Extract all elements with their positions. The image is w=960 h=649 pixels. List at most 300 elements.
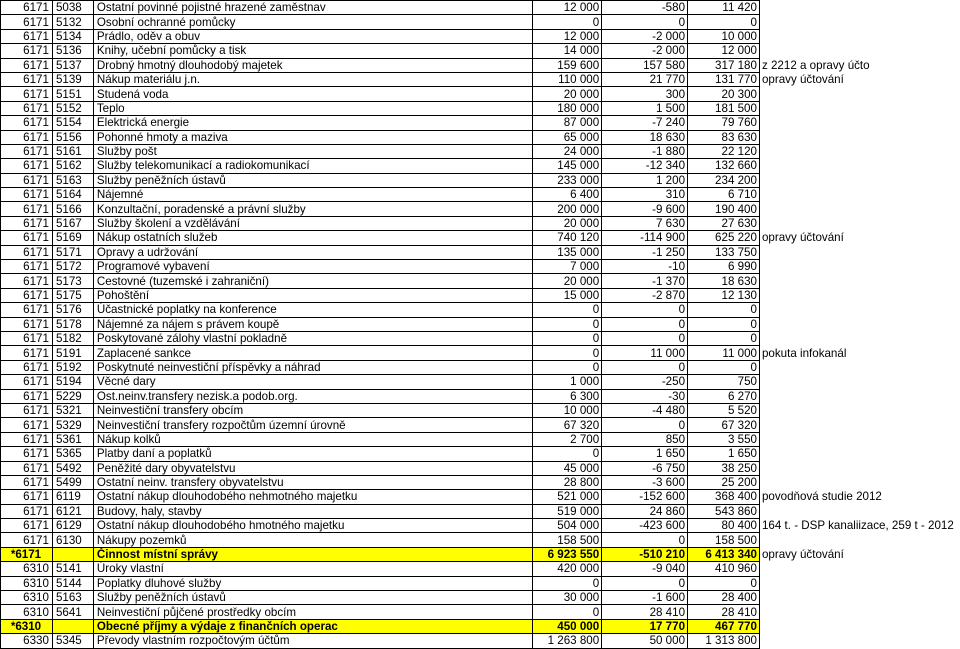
- approved-budget-cell: 0: [533, 303, 602, 317]
- approved-budget-cell: 45 000: [533, 461, 602, 475]
- item-name-cell: Nákup materiálu j.n.: [93, 72, 532, 86]
- adjusted-budget-cell: 467 770: [688, 619, 760, 633]
- change-cell: -1 370: [602, 274, 688, 288]
- note-cell: [759, 159, 959, 173]
- adjusted-budget-cell: 234 200: [688, 173, 760, 187]
- note-cell: [759, 173, 959, 187]
- subtotal-row: [1, 619, 960, 633]
- table-row: [1, 231, 960, 245]
- change-cell: -9 040: [602, 562, 688, 576]
- table-row: [1, 490, 960, 504]
- item-code-cell: 6121: [52, 504, 93, 518]
- item-code-cell: 5163: [52, 173, 93, 187]
- paragraph-cell: 6171: [1, 173, 53, 187]
- change-cell: -2 870: [602, 288, 688, 302]
- item-code-cell: 5134: [52, 29, 93, 43]
- change-cell: -4 480: [602, 403, 688, 417]
- item-name-cell: Ostatní nákup dlouhodobého nehmotného majetku: [93, 490, 532, 504]
- table-row: [1, 116, 960, 130]
- item-code-cell: 5162: [52, 159, 93, 173]
- adjusted-budget-cell: 0: [688, 15, 760, 29]
- approved-budget-cell: 0: [533, 576, 602, 590]
- adjusted-budget-cell: 0: [688, 317, 760, 331]
- item-name-cell: Osobní ochranné pomůcky: [93, 15, 532, 29]
- change-cell: 11 000: [602, 346, 688, 360]
- note-cell: [759, 130, 959, 144]
- item-code-cell: 5144: [52, 576, 93, 590]
- change-cell: 1 200: [602, 173, 688, 187]
- note-cell: [759, 202, 959, 216]
- item-name-cell: Ost.neinv.transfery nezisk.a podob.org.: [93, 389, 532, 403]
- item-code-cell: 5499: [52, 475, 93, 489]
- item-code-cell: 5178: [52, 317, 93, 331]
- paragraph-cell: 6310: [1, 605, 53, 619]
- item-name-cell: Poplatky dluhové služby: [93, 576, 532, 590]
- approved-budget-cell: 521 000: [533, 490, 602, 504]
- change-cell: 0: [602, 576, 688, 590]
- item-name-cell: Nákup kolků: [93, 432, 532, 446]
- item-name-cell: Nájemné: [93, 188, 532, 202]
- approved-budget-cell: 0: [533, 331, 602, 345]
- table-row: [1, 144, 960, 158]
- note-cell: [759, 101, 959, 115]
- change-cell: -1 600: [602, 591, 688, 605]
- table-row: [1, 331, 960, 345]
- table-row: [1, 274, 960, 288]
- approved-budget-cell: 0: [533, 317, 602, 331]
- note-cell: [759, 562, 959, 576]
- item-name-cell: Opravy a udržování: [93, 245, 532, 259]
- item-code-cell: 5365: [52, 447, 93, 461]
- approved-budget-cell: 180 000: [533, 101, 602, 115]
- adjusted-budget-cell: 12 130: [688, 288, 760, 302]
- item-code-cell: 5167: [52, 216, 93, 230]
- note-cell: [759, 245, 959, 259]
- paragraph-cell: 6171: [1, 490, 53, 504]
- adjusted-budget-cell: 1 313 800: [688, 634, 760, 648]
- item-name-cell: Ostatní neinv. transfery obyvatelstvu: [93, 475, 532, 489]
- note-cell: opravy účtování: [761, 548, 844, 562]
- approved-budget-cell: 65 000: [533, 130, 602, 144]
- note-cell: [759, 475, 959, 489]
- item-code-cell: 5172: [52, 260, 93, 274]
- table-row: [1, 533, 960, 547]
- change-cell: 0: [602, 303, 688, 317]
- item-name-cell: Neinvestiční transfery obcím: [93, 403, 532, 417]
- adjusted-budget-cell: 20 300: [688, 87, 760, 101]
- note-cell: [759, 15, 959, 29]
- approved-budget-cell: 30 000: [533, 591, 602, 605]
- item-name-cell: Zaplacené sankce: [93, 346, 532, 360]
- table-row: [1, 591, 960, 605]
- item-code-cell: 5137: [52, 58, 93, 72]
- table-row: [1, 418, 960, 432]
- table-row: [1, 504, 960, 518]
- approved-budget-cell: 1 000: [533, 375, 602, 389]
- adjusted-budget-cell: 543 860: [688, 504, 760, 518]
- change-cell: -3 600: [602, 475, 688, 489]
- note-cell: [759, 504, 959, 518]
- item-name-cell: Budovy, haly, stavby: [93, 504, 532, 518]
- approved-budget-cell: 87 000: [533, 116, 602, 130]
- adjusted-budget-cell: 133 750: [688, 245, 760, 259]
- approved-budget-cell: 110 000: [533, 72, 602, 86]
- approved-budget-cell: 6 923 550: [533, 547, 602, 561]
- item-code-cell: 5161: [52, 144, 93, 158]
- adjusted-budget-cell: 317 180: [688, 58, 760, 72]
- paragraph-cell: 6171: [1, 1, 53, 15]
- adjusted-budget-cell: 27 630: [688, 216, 760, 230]
- approved-budget-cell: 200 000: [533, 202, 602, 216]
- paragraph-cell: 6171: [1, 231, 53, 245]
- change-cell: 0: [602, 15, 688, 29]
- approved-budget-cell: 158 500: [533, 533, 602, 547]
- paragraph-cell: 6171: [1, 375, 53, 389]
- item-name-cell: Drobný hmotný dlouhodobý majetek: [93, 58, 532, 72]
- adjusted-budget-cell: 6 990: [688, 260, 760, 274]
- item-code-cell: 5141: [52, 562, 93, 576]
- table-row: [1, 72, 960, 86]
- adjusted-budget-cell: 18 630: [688, 274, 760, 288]
- item-code-cell: 5176: [52, 303, 93, 317]
- adjusted-budget-cell: 79 760: [688, 116, 760, 130]
- note-cell: [759, 44, 959, 58]
- note-cell: povodňová studie 2012: [761, 490, 882, 504]
- item-code-cell: 5038: [52, 1, 93, 15]
- approved-budget-cell: 7 000: [533, 260, 602, 274]
- paragraph-cell: 6171: [1, 346, 53, 360]
- item-name-cell: Pohoštění: [93, 288, 532, 302]
- item-code-cell: 5321: [52, 403, 93, 417]
- item-name-cell: Prádlo, oděv a obuv: [93, 29, 532, 43]
- item-name-cell: Služby peněžních ústavů: [93, 591, 532, 605]
- paragraph-cell: 6310: [1, 591, 53, 605]
- paragraph-cell: 6171: [1, 447, 53, 461]
- adjusted-budget-cell: 0: [688, 331, 760, 345]
- item-name-cell: Účastnické poplatky na konference: [93, 303, 532, 317]
- paragraph-cell: 6171: [1, 317, 53, 331]
- adjusted-budget-cell: 750: [688, 375, 760, 389]
- adjusted-budget-cell: 10 000: [688, 29, 760, 43]
- adjusted-budget-cell: 11 000: [688, 346, 760, 360]
- paragraph-cell: 6171: [1, 461, 53, 475]
- note-cell: [759, 216, 959, 230]
- adjusted-budget-cell: 190 400: [688, 202, 760, 216]
- table-row: [1, 432, 960, 446]
- note-cell: [759, 375, 959, 389]
- note-cell: [759, 317, 959, 331]
- item-code-cell: 5151: [52, 87, 93, 101]
- item-name-cell: Studená voda: [93, 87, 532, 101]
- approved-budget-cell: 28 800: [533, 475, 602, 489]
- change-cell: -1 880: [602, 144, 688, 158]
- note-cell: [759, 288, 959, 302]
- table-row: [1, 317, 960, 331]
- note-cell: [759, 116, 959, 130]
- change-cell: 21 770: [602, 72, 688, 86]
- table-row: [1, 130, 960, 144]
- approved-budget-cell: 10 000: [533, 403, 602, 417]
- item-name-cell: Služby telekomunikací a radiokomunikací: [93, 159, 532, 173]
- paragraph-cell: 6171: [1, 188, 53, 202]
- item-code-cell: 5173: [52, 274, 93, 288]
- approved-budget-cell: 12 000: [533, 1, 602, 15]
- paragraph-cell: 6171: [1, 216, 53, 230]
- adjusted-budget-cell: 181 500: [688, 101, 760, 115]
- note-cell: [759, 87, 959, 101]
- item-name-cell: Ostatní nákup dlouhodobého hmotného majetku: [93, 519, 532, 533]
- item-code-cell: 5345: [52, 634, 93, 648]
- approved-budget-cell: 0: [533, 447, 602, 461]
- item-name-cell: Programové vybavení: [93, 260, 532, 274]
- table-row: [1, 634, 960, 648]
- table-row: [1, 188, 960, 202]
- paragraph-cell: 6310: [1, 562, 53, 576]
- paragraph-cell: 6171: [1, 260, 53, 274]
- approved-budget-cell: 6 300: [533, 389, 602, 403]
- item-code-cell: 5329: [52, 418, 93, 432]
- paragraph-cell: 6171: [1, 116, 53, 130]
- adjusted-budget-cell: 131 770: [688, 72, 760, 86]
- adjusted-budget-cell: 80 400: [688, 519, 760, 533]
- approved-budget-cell: 67 320: [533, 418, 602, 432]
- table-body: [1, 1, 960, 649]
- change-cell: 1 650: [602, 447, 688, 461]
- item-code-cell: 5492: [52, 461, 93, 475]
- approved-budget-cell: 135 000: [533, 245, 602, 259]
- item-code-cell: 6130: [52, 533, 93, 547]
- adjusted-budget-cell: 25 200: [688, 475, 760, 489]
- table-row: [1, 303, 960, 317]
- approved-budget-cell: 519 000: [533, 504, 602, 518]
- change-cell: 0: [602, 317, 688, 331]
- item-name-cell: Neinvestiční půjčené prostředky obcím: [93, 605, 532, 619]
- change-cell: -7 240: [602, 116, 688, 130]
- paragraph-cell: 6171: [1, 360, 53, 374]
- change-cell: -423 600: [602, 519, 688, 533]
- change-cell: -114 900: [602, 231, 688, 245]
- approved-budget-cell: 20 000: [533, 216, 602, 230]
- table-row: [1, 29, 960, 43]
- approved-budget-cell: 233 000: [533, 173, 602, 187]
- change-cell: 28 410: [602, 605, 688, 619]
- table-row: [1, 346, 960, 360]
- item-code-cell: 5361: [52, 432, 93, 446]
- approved-budget-cell: 0: [533, 360, 602, 374]
- paragraph-cell: 6171: [1, 389, 53, 403]
- item-name-cell: Knihy, učební pomůcky a tisk: [93, 44, 532, 58]
- adjusted-budget-cell: 410 960: [688, 562, 760, 576]
- item-name-cell: Služby pošt: [93, 144, 532, 158]
- adjusted-budget-cell: 1 650: [688, 447, 760, 461]
- paragraph-cell: 6171: [1, 504, 53, 518]
- table-row: [1, 403, 960, 417]
- change-cell: -510 210: [602, 547, 688, 561]
- adjusted-budget-cell: 6 270: [688, 389, 760, 403]
- note-cell: pokuta infokanál: [761, 346, 847, 360]
- table-row: [1, 245, 960, 259]
- table-row: [1, 216, 960, 230]
- paragraph-cell: 6171: [1, 303, 53, 317]
- note-cell: [759, 1, 959, 15]
- change-cell: 0: [602, 331, 688, 345]
- note-cell: [759, 29, 959, 43]
- approved-budget-cell: 145 000: [533, 159, 602, 173]
- paragraph-cell: 6171: [1, 403, 53, 417]
- table-row: [1, 159, 960, 173]
- note-cell: [759, 418, 959, 432]
- change-cell: 157 580: [602, 58, 688, 72]
- approved-budget-cell: 0: [533, 605, 602, 619]
- note-cell: [759, 533, 959, 547]
- adjusted-budget-cell: 6 413 340: [688, 547, 760, 561]
- paragraph-cell: 6330: [1, 634, 53, 648]
- paragraph-cell: 6171: [1, 58, 53, 72]
- paragraph-cell: 6171: [1, 245, 53, 259]
- table-row: [1, 288, 960, 302]
- item-code-cell: 5132: [52, 15, 93, 29]
- change-cell: 18 630: [602, 130, 688, 144]
- paragraph-cell: 6171: [1, 159, 53, 173]
- change-cell: -9 600: [602, 202, 688, 216]
- note-cell: [759, 188, 959, 202]
- item-code-cell: 5163: [52, 591, 93, 605]
- approved-budget-cell: 450 000: [533, 619, 602, 633]
- approved-budget-cell: 0: [533, 15, 602, 29]
- change-cell: 17 770: [602, 619, 688, 633]
- approved-budget-cell: 504 000: [533, 519, 602, 533]
- item-code-cell: 5171: [52, 245, 93, 259]
- change-cell: -580: [602, 1, 688, 15]
- paragraph-cell: 6171: [1, 519, 53, 533]
- item-code-cell: 5169: [52, 231, 93, 245]
- item-code-cell: 5175: [52, 288, 93, 302]
- adjusted-budget-cell: 0: [688, 576, 760, 590]
- table-row: [1, 44, 960, 58]
- note-cell: z 2212 a opravy účto: [761, 58, 870, 72]
- adjusted-budget-cell: 12 000: [688, 44, 760, 58]
- paragraph-cell: 6171: [1, 331, 53, 345]
- item-name-cell: Peněžité dary obyvatelstvu: [93, 461, 532, 475]
- item-name-cell: Neinvestiční transfery rozpočtům územní úrovně: [93, 418, 532, 432]
- approved-budget-cell: 740 120: [533, 231, 602, 245]
- change-cell: -152 600: [602, 490, 688, 504]
- change-cell: 1 500: [602, 101, 688, 115]
- change-cell: -2 000: [602, 44, 688, 58]
- note-cell: [759, 360, 959, 374]
- adjusted-budget-cell: 38 250: [688, 461, 760, 475]
- item-code-cell: 5229: [52, 389, 93, 403]
- item-name-cell: Ostatní povinné pojistné hrazené zaměstnav: [93, 1, 532, 15]
- note-cell: [759, 605, 959, 619]
- note-cell: 164 t. - DSP kanaliizace, 259 t - 2012: [761, 519, 954, 533]
- adjusted-budget-cell: 0: [688, 303, 760, 317]
- table-row: [1, 447, 960, 461]
- paragraph-cell: 6171: [1, 288, 53, 302]
- paragraph-cell: 6171: [1, 274, 53, 288]
- change-cell: -12 340: [602, 159, 688, 173]
- paragraph-cell: 6171: [1, 29, 53, 43]
- table-row: [1, 87, 960, 101]
- table-row: [1, 519, 960, 533]
- table-row: [1, 101, 960, 115]
- table-row: [1, 1, 960, 15]
- adjusted-budget-cell: 3 550: [688, 432, 760, 446]
- note-cell: [759, 331, 959, 345]
- item-code-cell: 6129: [52, 519, 93, 533]
- item-name-cell: Úroky vlastní: [93, 562, 532, 576]
- table-row: [1, 260, 960, 274]
- change-cell: 24 860: [602, 504, 688, 518]
- note-cell: [759, 432, 959, 446]
- approved-budget-cell: 2 700: [533, 432, 602, 446]
- change-cell: -1 250: [602, 245, 688, 259]
- note-cell: [759, 576, 959, 590]
- change-cell: 50 000: [602, 634, 688, 648]
- approved-budget-cell: 15 000: [533, 288, 602, 302]
- adjusted-budget-cell: 132 660: [688, 159, 760, 173]
- item-name-cell: Nájemné za nájem s právem koupě: [93, 317, 532, 331]
- table-row: [1, 58, 960, 72]
- note-cell: [759, 303, 959, 317]
- change-cell: 310: [602, 188, 688, 202]
- approved-budget-cell: 20 000: [533, 274, 602, 288]
- item-code-cell: 5641: [52, 605, 93, 619]
- paragraph-cell: 6171: [1, 202, 53, 216]
- note-cell: [759, 274, 959, 288]
- item-code-cell: 5164: [52, 188, 93, 202]
- approved-budget-cell: 420 000: [533, 562, 602, 576]
- table-row: [1, 605, 960, 619]
- item-code-cell: 5136: [52, 44, 93, 58]
- item-name-cell: Konzultační, poradenské a právní služby: [93, 202, 532, 216]
- paragraph-cell: *6310: [1, 619, 53, 633]
- paragraph-cell: 6171: [1, 72, 53, 86]
- item-name-cell: Služby školení a vzdělávání: [93, 216, 532, 230]
- adjusted-budget-cell: 6 710: [688, 188, 760, 202]
- note-cell: opravy účtování: [761, 73, 844, 87]
- note-cell: [759, 260, 959, 274]
- item-name-cell: Pohonné hmoty a maziva: [93, 130, 532, 144]
- adjusted-budget-cell: 28 400: [688, 591, 760, 605]
- item-name-cell: Nákupy pozemků: [93, 533, 532, 547]
- adjusted-budget-cell: 5 520: [688, 403, 760, 417]
- note-cell: [759, 447, 959, 461]
- table-row: [1, 461, 960, 475]
- note-cell: [759, 619, 959, 633]
- adjusted-budget-cell: 158 500: [688, 533, 760, 547]
- item-name-cell: Věcné dary: [93, 375, 532, 389]
- paragraph-cell: 6171: [1, 418, 53, 432]
- note-cell: opravy účtování: [761, 231, 844, 245]
- adjusted-budget-cell: 67 320: [688, 418, 760, 432]
- item-code-cell: 5166: [52, 202, 93, 216]
- adjusted-budget-cell: 11 420: [688, 1, 760, 15]
- change-cell: 0: [602, 418, 688, 432]
- item-code-cell: 5152: [52, 101, 93, 115]
- item-code-cell: 5192: [52, 360, 93, 374]
- change-cell: -10: [602, 260, 688, 274]
- item-name-cell: Cestovné (tuzemské i zahraniční): [93, 274, 532, 288]
- approved-budget-cell: 6 400: [533, 188, 602, 202]
- item-code-cell: 6119: [52, 490, 93, 504]
- item-name-cell: Teplo: [93, 101, 532, 115]
- table-row: [1, 576, 960, 590]
- item-name-cell: Platby daní a poplatků: [93, 447, 532, 461]
- item-code-cell: 5191: [52, 346, 93, 360]
- note-cell: [759, 591, 959, 605]
- item-code-cell: 5154: [52, 116, 93, 130]
